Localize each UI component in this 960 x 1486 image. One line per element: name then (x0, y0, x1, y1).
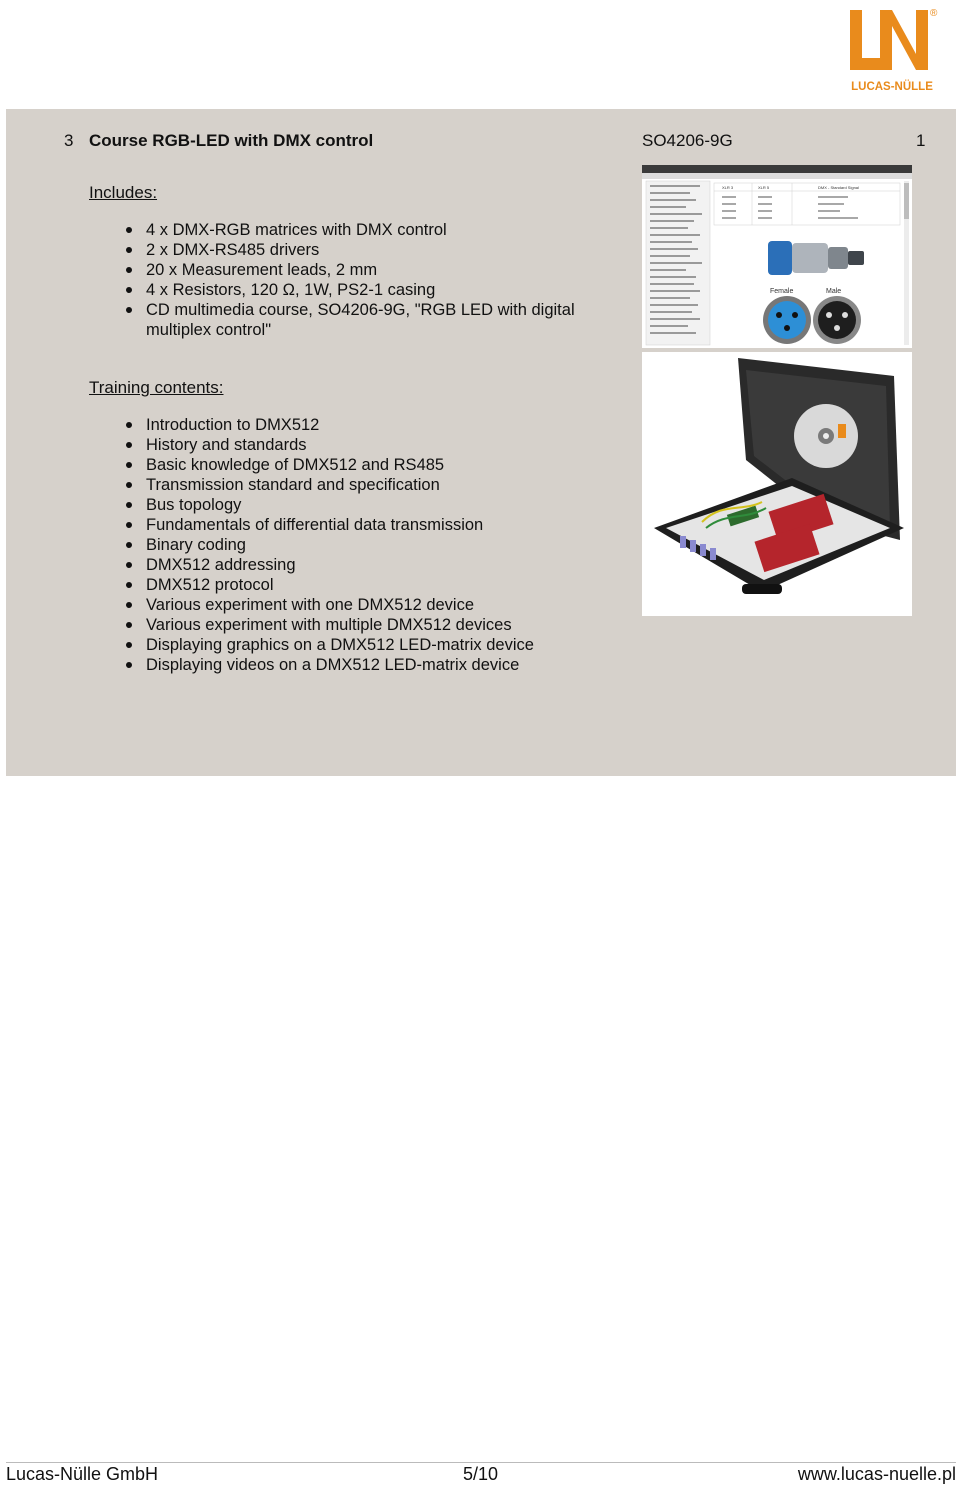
lucas-nuelle-logo (846, 4, 938, 96)
list-item: Basic knowledge of DMX512 and RS485 (146, 455, 616, 475)
list-item: Displaying videos on a DMX512 LED-matrix device (146, 655, 616, 675)
logo-wordmark: LUCAS-NÜLLE (851, 81, 933, 93)
registered-mark: ® (930, 8, 938, 19)
list-item: History and standards (146, 435, 616, 455)
list-item: DMX512 protocol (146, 575, 616, 595)
table-header-xlr5: XLR 5 (758, 185, 770, 190)
includes-list (146, 220, 616, 340)
footer-url[interactable]: www.lucas-nuelle.pl (797, 1464, 956, 1484)
course-number: 3 (64, 131, 74, 150)
list-item: CD multimedia course, SO4206-9G, "RGB LED with digital multiplex control" (146, 300, 616, 340)
list-item: Various experiment with multiple DMX512 devices (146, 615, 616, 635)
list-item: Displaying graphics on a DMX512 LED-matrix device (146, 635, 616, 655)
table-header-xlr3: XLR 3 (722, 185, 734, 190)
female-label: Female (770, 288, 794, 295)
list-item: Bus topology (146, 495, 616, 515)
table-header-dmx: DMX - Standard Signal (818, 185, 859, 190)
male-label: Male (826, 288, 842, 295)
footer-page-number: 5/10 (463, 1464, 499, 1484)
footer-divider (6, 1462, 956, 1463)
list-item: 20 x Measurement leads, 2 mm (146, 260, 616, 280)
list-item: Fundamentals of differential data transmission (146, 515, 616, 535)
training-list (146, 415, 616, 675)
course-code: SO4206-9G (642, 131, 733, 150)
list-item: Various experiment with one DMX512 device (146, 595, 616, 615)
includes-heading: Includes: (89, 183, 158, 202)
list-item: 2 x DMX-RS485 drivers (146, 240, 616, 260)
course-software-screenshot (642, 165, 912, 348)
list-item: 4 x Resistors, 120 Ω, 1W, PS2-1 casing (146, 280, 616, 300)
list-item: Introduction to DMX512 (146, 415, 616, 435)
course-quantity: 1 (916, 131, 926, 150)
training-case-photo (642, 352, 912, 616)
training-heading: Training contents: (89, 378, 224, 397)
footer-company: Lucas-Nülle GmbH (6, 1464, 159, 1484)
list-item: DMX512 addressing (146, 555, 616, 575)
course-title: Course RGB-LED with DMX control (89, 131, 374, 150)
list-item: Transmission standard and specification (146, 475, 616, 495)
list-item: Binary coding (146, 535, 616, 555)
list-item: 4 x DMX-RGB matrices with DMX control (146, 220, 616, 240)
